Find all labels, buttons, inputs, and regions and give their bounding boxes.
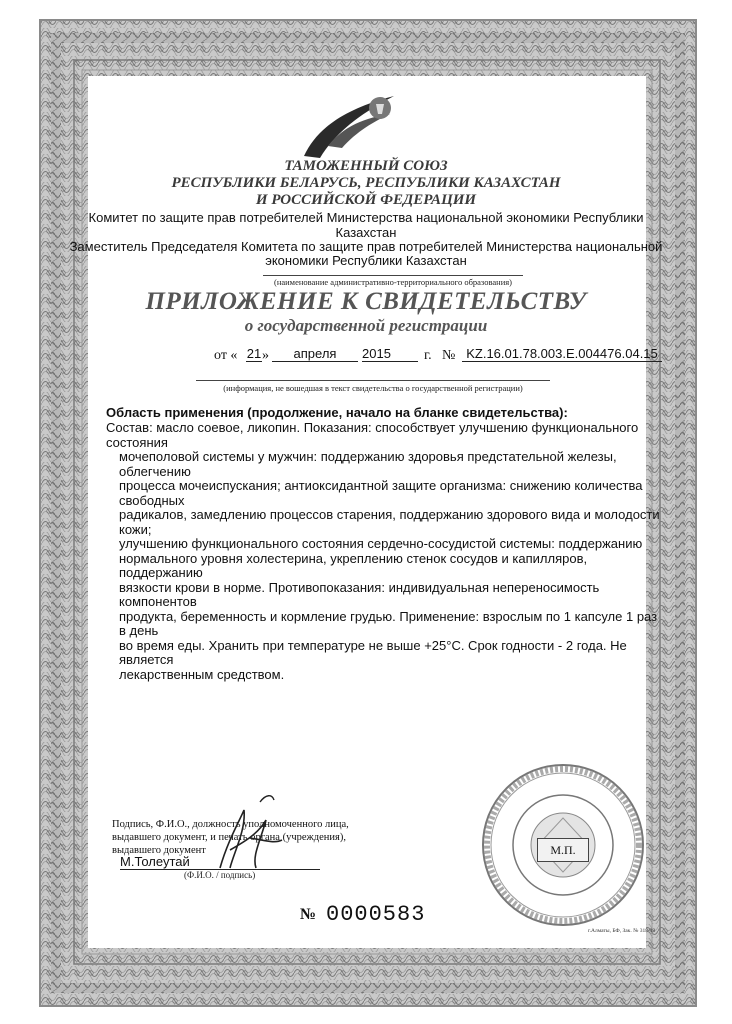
union-title-line2: РЕСПУБЛИКИ БЕЛАРУСЬ, РЕСПУБЛИКИ КАЗАХСТАН <box>171 175 561 191</box>
scope-line: продукта, беременность и кормление грудью. Применение: взрослым по 1 капсуле 1 раз в день <box>119 608 658 638</box>
scope-line: радикалов, замедлению процессов старения, поддержанию здорового вида и молодости кожи; <box>119 507 660 537</box>
date-year-suffix: г. <box>424 348 432 363</box>
customs-union-emblem-icon <box>298 86 410 162</box>
signature-caption-line: выдавшего документ <box>112 845 206 856</box>
date-month: апреля <box>272 346 358 362</box>
date-day: 21 <box>246 346 262 361</box>
stamp-placeholder: М.П. <box>537 838 589 862</box>
scope-line: мочеполовой системы у мужчин: поддержанию здоровья предстательной железы, облегчению <box>119 449 617 479</box>
registration-number: KZ.16.01.78.003.E.004476.04.15 <box>462 346 662 362</box>
scope-line: Состав: масло соевое, ликопин. Показания: способствует улучшению функционального состояния <box>106 420 639 450</box>
printer-note: г.Алматы, БФ, Зак. № 318-13 <box>588 928 656 934</box>
handwritten-signature-icon <box>200 790 290 880</box>
signature-caption-line: Подпись, Ф.И.О., должность уполномоченного лица, <box>112 819 349 830</box>
authority-line1: Комитет по защите прав потребителей Министерства национальной экономики Республики <box>88 210 644 225</box>
signer-name-caption: (Ф.И.О. / подпись) <box>184 870 256 880</box>
signer-name: М.Толеутай <box>120 854 320 870</box>
authority-line4: экономики Республики Казахстан <box>265 253 467 268</box>
document-title: ПРИЛОЖЕНИЕ К СВИДЕТЕЛЬСТВУ <box>145 288 587 315</box>
signature-caption-line: выдавшего документ, и печать органа (учреждения), <box>112 832 346 843</box>
scope-body <box>106 421 666 682</box>
scope-line: во время еды. Хранить при температуре не выше +25°С. Срок годности - 2 года. Не является <box>119 637 627 667</box>
date-caption: (информация, не вошедшая в текст свидетельства о государственной регистрации) <box>196 380 550 393</box>
scope-line: улучшению функционального состояния сердечно-сосудистой системы: поддержанию <box>119 536 643 551</box>
document-subtitle: о государственной регистрации <box>244 316 488 335</box>
date-year: 2015 <box>362 346 418 362</box>
union-title-line1: ТАМОЖЕННЫЙ СОЮЗ <box>284 158 448 174</box>
scope-line: нормального уровня холестерина, укреплению стенок сосудов и капилляров, поддержанию <box>119 550 588 580</box>
serial-number: 0000583 <box>326 902 426 927</box>
date-prefix: от « <box>214 348 238 363</box>
authority-line3: Заместитель Председателя Комитета по защите прав потребителей Министерства национальной <box>69 239 663 254</box>
scope-line: лекарственным средством. <box>119 666 285 682</box>
authority-caption: (наименование административно-территориального образования) <box>263 275 523 287</box>
date-close-quote: » <box>262 348 269 363</box>
scope-line: процесса мочеиспускания; антиоксидантной защите организма: снижению количества свободных <box>119 478 643 508</box>
scope-line: вязкости крови в норме. Противопоказания: индивидуальная непереносимость компонентов <box>119 579 600 609</box>
union-title-line3: И РОССИЙСКОЙ ФЕДЕРАЦИИ <box>255 192 477 208</box>
serial-number-sign: № <box>300 906 317 923</box>
scope-heading: Область применения (продолжение, начало на бланке свидетельства): <box>106 405 568 420</box>
date-number-sign: № <box>442 348 456 363</box>
authority-line2: Казахстан <box>335 225 397 240</box>
